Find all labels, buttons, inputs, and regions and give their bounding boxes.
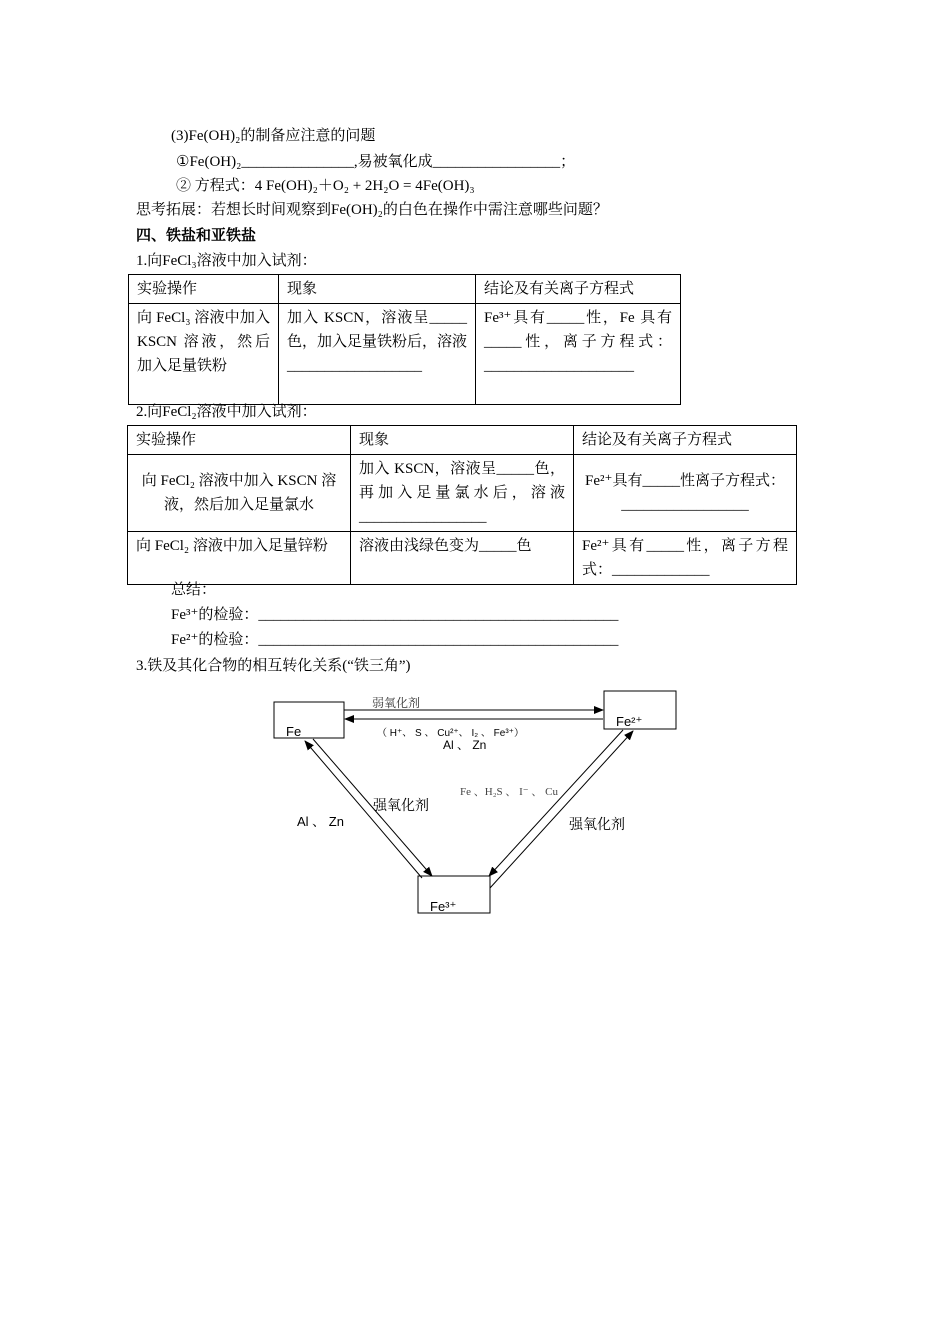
fe3-test: Fe³⁺的检验：________________________________________________ [171, 607, 619, 623]
section-title: 四、铁盐和亚铁盐 [136, 228, 257, 244]
item-1: ①Fe(OH)₂_______________,易被氧化成_________________； [176, 154, 576, 170]
table-cell: Fe²⁺具有_____性离子方程式：_________________ [574, 455, 797, 532]
header-cell: 现象 [351, 426, 574, 455]
box-fe [274, 702, 344, 738]
header-cell: 结论及有关离子方程式 [476, 275, 681, 304]
header-cell: 现象 [279, 275, 476, 304]
arrow-fe2-to-fe3 [489, 730, 623, 876]
left-oxidant-label: 强氧化剂 [373, 797, 429, 813]
arrow-fe3-to-fe2 [490, 731, 633, 888]
box-fe3-label: Fe³⁺ [430, 899, 457, 914]
right-reagents-label: Fe 、H₂S 、 I⁻ 、 Cu [460, 786, 558, 798]
table-cell: Fe²⁺具有_____性，离子方程式：_____________ [574, 532, 797, 585]
summary-label: 总结： [171, 582, 217, 598]
right-oxidant-label: 强氧化剂 [569, 816, 625, 832]
header-cell: 结论及有关离子方程式 [574, 426, 797, 455]
top-reducers-label: Al 、 Zn [443, 738, 487, 752]
fe2-test: Fe²⁺的检验：________________________________________________ [171, 632, 619, 648]
header-cell: 实验操作 [129, 275, 279, 304]
table-cell: 加入 KSCN，溶液呈_____色，加入足量铁粉后，溶液__________________ [279, 304, 476, 405]
part1-title: 1.向FeCl₃溶液中加入试剂： [136, 253, 317, 269]
box-fe-label: Fe [286, 724, 302, 739]
left-reducers-label: Al 、 Zn [297, 814, 344, 829]
table-cell: 向 FeCl₂ 溶液中加入足量锌粉 [128, 532, 351, 585]
item-2-equation: ② 方程式：4 Fe(OH)₂＋O₂ + 2H₂O = 4Fe(OH)₃ [176, 178, 475, 194]
top-oxidant-label: 弱氧化剂 [372, 696, 421, 710]
part3-title: 3.铁及其化合物的相互转化关系(“铁三角”) [136, 658, 411, 674]
section-heading: (3)Fe(OH)₂的制备应注意的问题 [171, 128, 376, 144]
table-cell: 加入 KSCN，溶液呈_____色，再加入足量氯水后，溶液_________________ [351, 455, 574, 532]
table-cell: 向 FeCl₂ 溶液中加入 KSCN 溶液，然后加入足量氯水 [128, 455, 351, 532]
table-cell: 向 FeCl₃ 溶液中加入 KSCN 溶液，然后加入足量铁粉 [129, 304, 279, 405]
table-cell: 溶液由浅绿色变为_____色 [351, 532, 574, 585]
box-fe2-label: Fe²⁺ [616, 714, 643, 729]
top-reagents-label: （ H⁺、 S 、 Cu²⁺、 I₂ 、 Fe³⁺） [377, 728, 524, 739]
part2-title: 2.向FeCl₂溶液中加入试剂： [136, 404, 317, 420]
think-question: 思考拓展：若想长时间观察到Fe(OH)₂的白色在操作中需注意哪些问题？ [136, 202, 608, 218]
header-cell: 实验操作 [128, 426, 351, 455]
table-cell: Fe³⁺具有_____性，Fe 具有_____性，离子方程式：____________________ [476, 304, 681, 405]
